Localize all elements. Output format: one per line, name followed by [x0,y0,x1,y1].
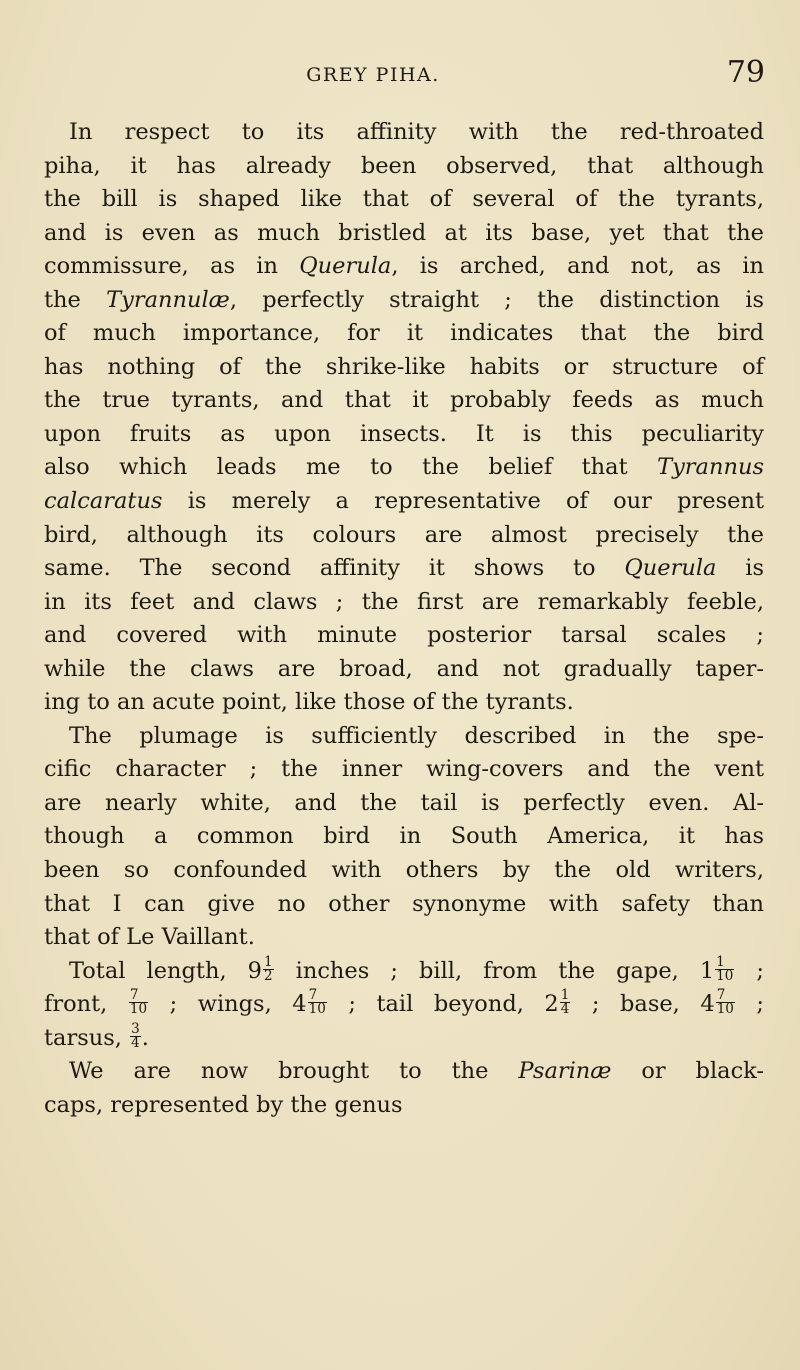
measurements-line: tarsus, $\frac{3}{4}$ . [44,1020,149,1051]
text-line: that I can give no other synonyme with safety than [44,890,764,917]
text-line: upon fruits as upon insects. It is this peculiarity [44,420,764,447]
measurements-line: Total length, 9 $\frac{1}{2}$ inches ; bill, from the gape, 1 $\frac{1}{10}$ ; [69,953,764,984]
fraction: $\frac{1}{4}$ [560,987,570,1018]
text-line: also which leads me to the belief that Tyrannus [44,454,764,481]
genus-name: Querula [299,253,392,280]
text-line: cific character ; the inner wing-covers and the vent [44,756,764,783]
species-name: calcaratus [44,488,163,515]
fraction: $\frac{3}{4}$ [131,1020,140,1051]
fraction: $\frac{1}{10}$ [716,953,734,984]
text-line: ing to an acute point, like those of the tyrants. [44,689,574,716]
text-line: commissure, as in Querula, is arched, and not, as in [44,253,764,280]
text-line: of much importance, for it indicates that the bird [44,320,764,347]
text-line: has nothing of the shrike-like habits or structure of [44,353,764,380]
genus-name: Tyrannulæ [106,286,230,313]
text-line: caps, represented by the genus [44,1091,403,1118]
fraction: $\frac{7}{10}$ [308,987,326,1018]
text-line: same. The second affinity it shows to Querula is [44,555,764,582]
text-line: though a common bird in South America, it has [44,823,764,850]
text-line: the true tyrants, and that it probably feeds as much [44,387,764,414]
text-line: In respect to its affinity with the red-throated [69,119,764,145]
text-line: and covered with minute posterior tarsal scales ; [44,622,764,649]
page-number: 79 [726,55,765,90]
genus-name: Querula [624,555,717,582]
text-line: the bill is shaped like that of several of the tyrants, [44,186,764,213]
text-line: piha, it has already been observed, that although [44,152,764,179]
text-line: in its feet and claws ; the first are remarkably feeble, [44,588,764,615]
genus-name: Tyrannus [657,454,764,481]
text-line: the Tyrannulæ, perfectly straight ; the distinction is [44,286,764,313]
fraction: $\frac{7}{10}$ [716,987,734,1018]
measurements-line: front, $\frac{7}{10}$ ; wings, 4 $\frac{7}{10}$ ; tail beyond, 2 $\frac{1}{4}$ ; base, 4 $\frac{7}{10}$ ; [44,987,765,1018]
fraction: $\frac{7}{10}$ [129,987,148,1018]
text-line: and is even as much bristled at its base, yet that the [44,219,764,246]
text-line: are nearly white, and the tail is perfectly even. Al- [44,789,764,816]
running-title: GREY PIHA. [306,64,440,86]
text-line: that of Le Vaillant. [44,924,255,951]
fraction: $\frac{1}{2}$ [263,953,273,984]
subfamily-name: Psarinæ [518,1058,612,1085]
text-line: bird, although its colours are almost precisely the [44,521,764,548]
running-head [0,52,800,102]
text-line: while the claws are broad, and not gradually taper- [44,655,764,682]
body-text [44,116,764,1122]
text-line: We are now brought to the Psarinæ or black- [69,1058,765,1085]
text-line: calcaratus is merely a representative of our present [44,488,764,515]
text-line: been so confounded with others by the old writers, [44,857,764,884]
text-line: The plumage is sufficiently described in the spe- [69,722,764,749]
